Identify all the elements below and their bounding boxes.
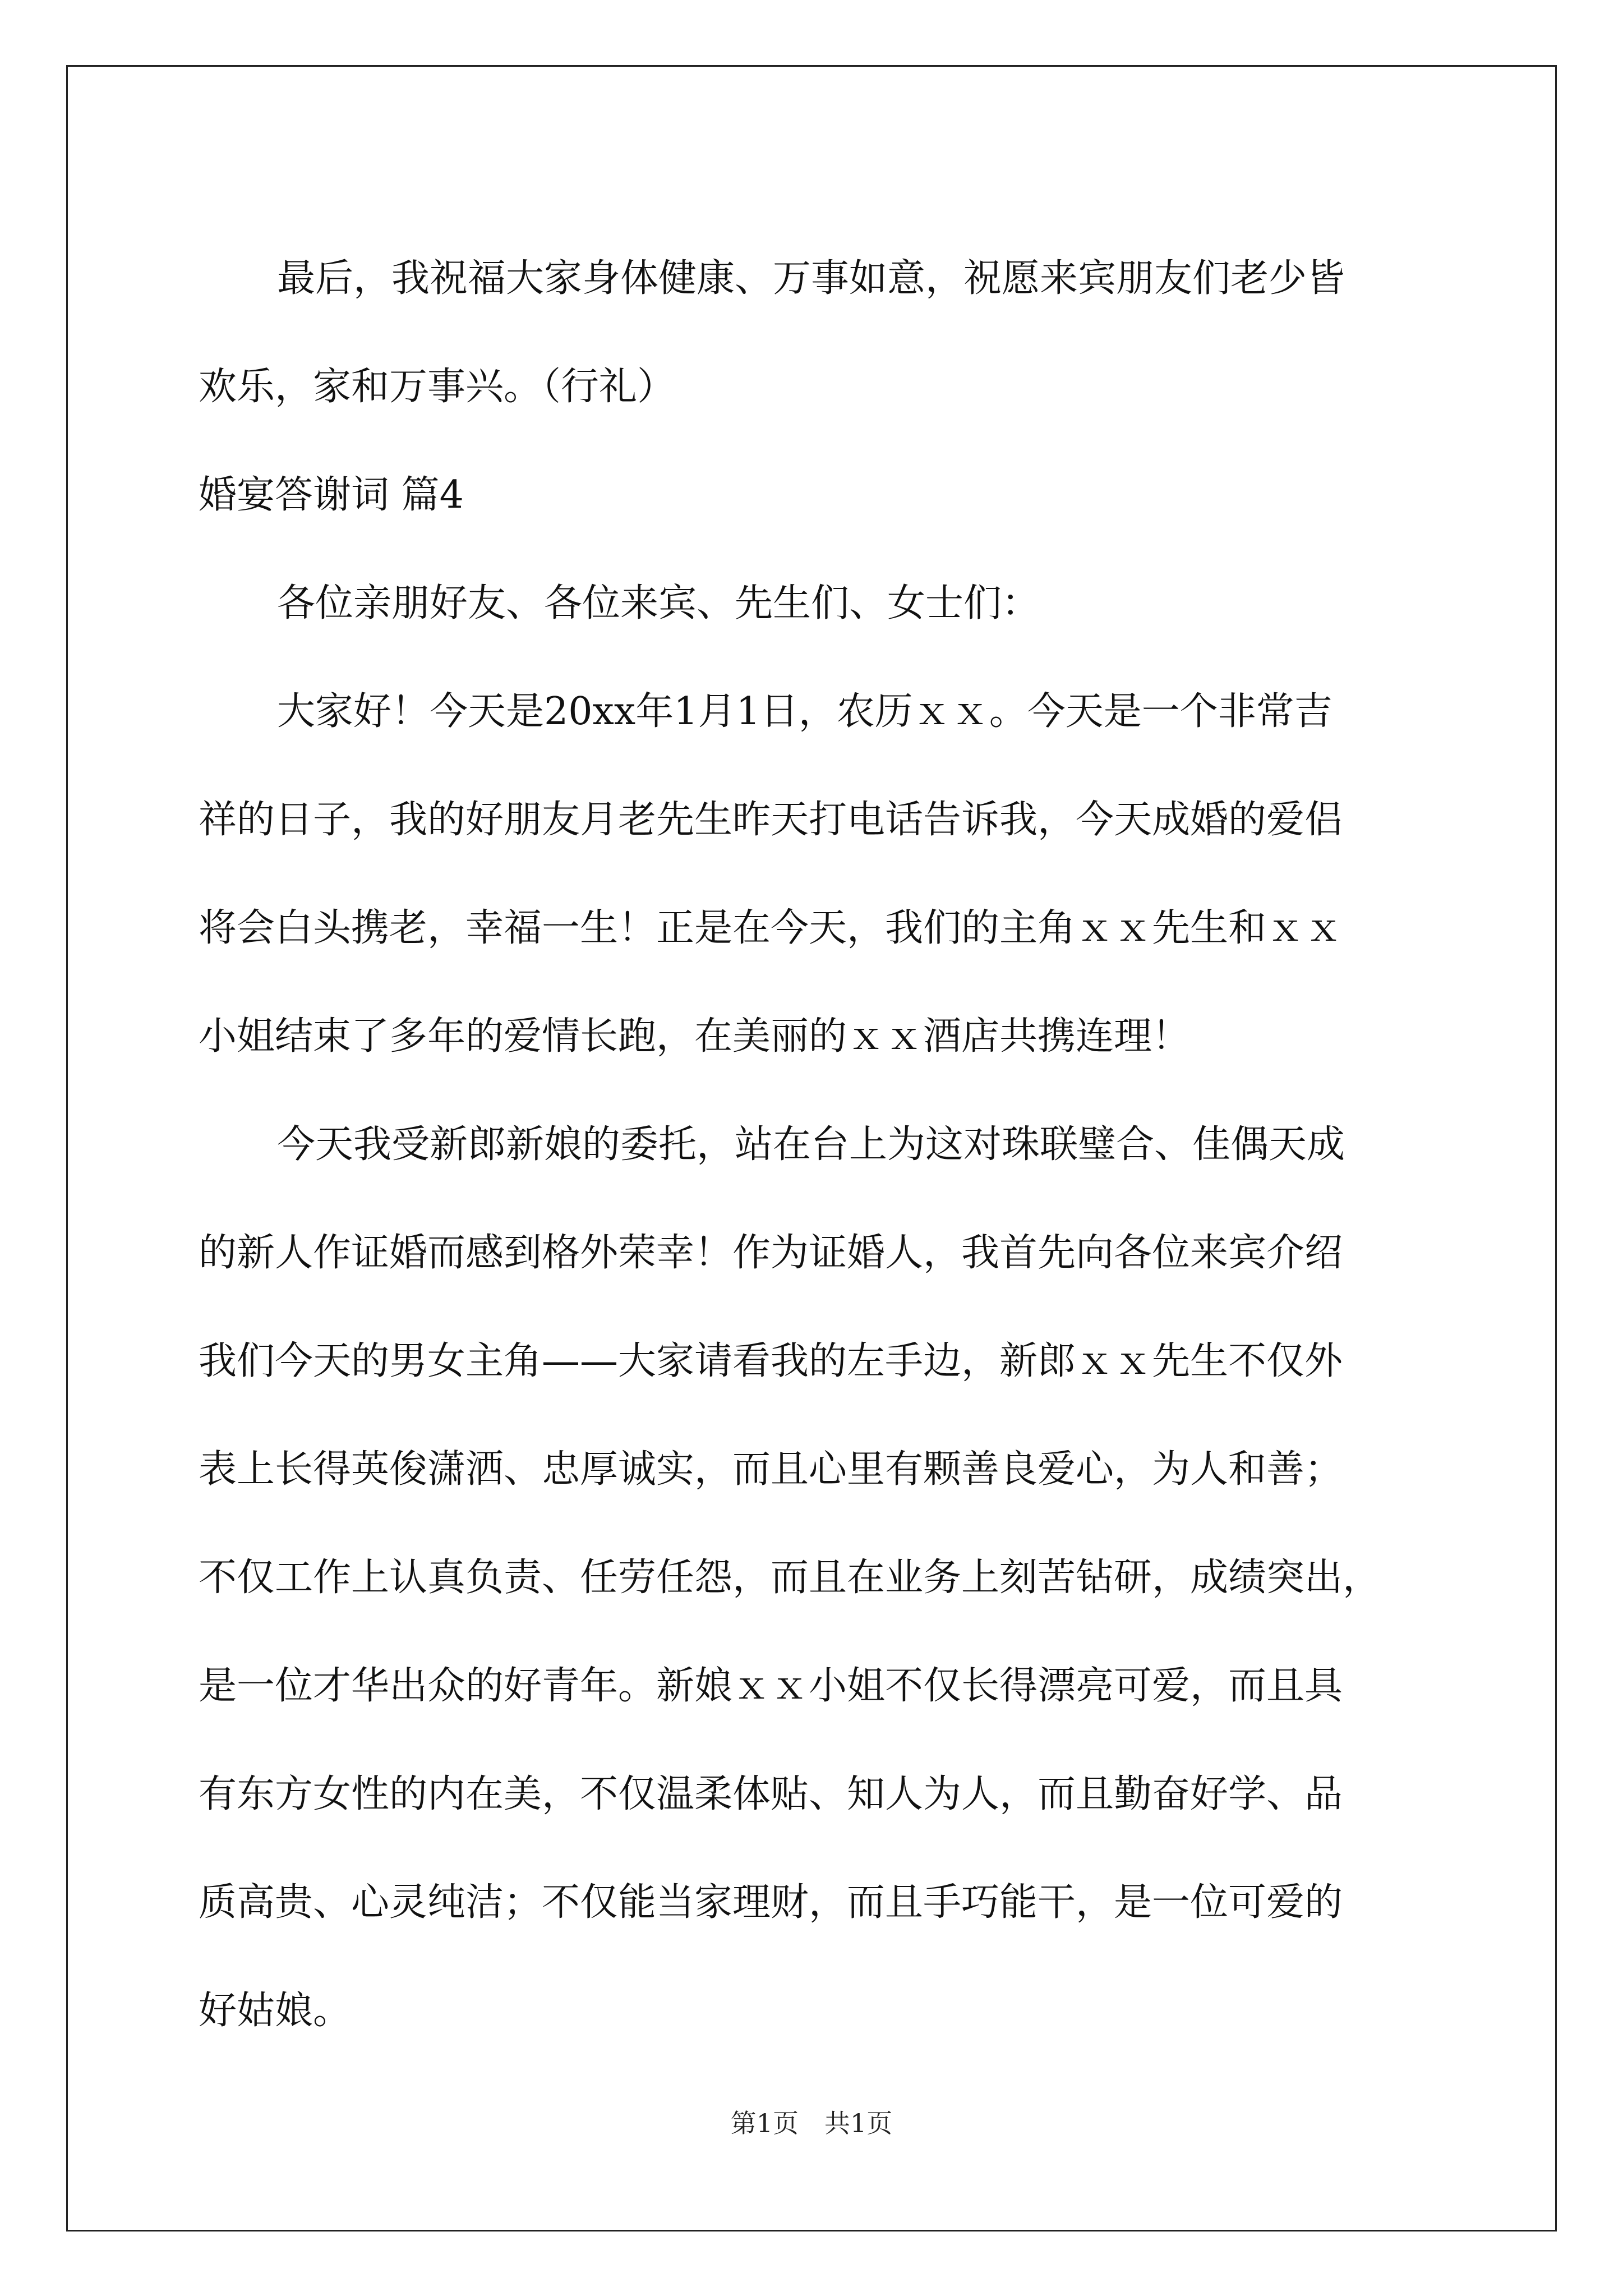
salutation-line: 各位亲朋好友、各位来宾、先生们、女士们： xyxy=(277,581,1040,625)
paragraph-line: 将会白头携老，幸福一生！正是在今天，我们的主角ｘｘ先生和ｘｘ xyxy=(199,906,1343,950)
paragraph-line: 大家好！今天是20xx年1月1日，农历ｘｘ。今天是一个非常吉 xyxy=(277,689,1332,734)
paragraph-line: 是一位才华出众的好青年。新娘ｘｘ小姐不仅长得漂亮可爱，而且具 xyxy=(199,1664,1343,1708)
paragraph-line: 有东方女性的内在美，不仅温柔体贴、知人为人，而且勤奋好学、品 xyxy=(199,1772,1343,1816)
paragraph-line: 今天我受新郎新娘的委托，站在台上为这对珠联璧合、佳偶天成 xyxy=(277,1122,1345,1167)
paragraph-line: 好姑娘。 xyxy=(199,1989,352,2033)
page-number-footer: 第1页 共1页 xyxy=(730,2108,893,2138)
document-body xyxy=(199,224,1427,2065)
section-heading: 婚宴答谢词 篇4 xyxy=(199,473,464,517)
paragraph-line: 表上长得英俊潇洒、忠厚诚实，而且心里有颗善良爱心，为人和善； xyxy=(199,1447,1343,1492)
paragraph-line: 祥的日子，我的好朋友月老先生昨天打电话告诉我，今天成婚的爱侣 xyxy=(199,798,1343,842)
paragraph-line: 我们今天的男女主角——大家请看我的左手边，新郎ｘｘ先生不仅外 xyxy=(199,1339,1343,1383)
paragraph-line: 最后，我祝福大家身体健康、万事如意，祝愿来宾朋友们老少皆 xyxy=(277,256,1345,301)
paragraph-line: 的新人作证婚而感到格外荣幸！作为证婚人，我首先向各位来宾介绍 xyxy=(199,1231,1343,1275)
paragraph-line: 小姐结束了多年的爱情长跑，在美丽的ｘｘ酒店共携连理！ xyxy=(199,1014,1191,1059)
paragraph-line: 质高贵、心灵纯洁；不仅能当家理财，而且手巧能干，是一位可爱的 xyxy=(199,1880,1343,1925)
paragraph-line: 不仅工作上认真负责、任劳任怨，而且在业务上刻苦钻研，成绩突出， xyxy=(199,1556,1381,1600)
paragraph-line: 欢乐，家和万事兴。（行礼） xyxy=(199,365,676,409)
